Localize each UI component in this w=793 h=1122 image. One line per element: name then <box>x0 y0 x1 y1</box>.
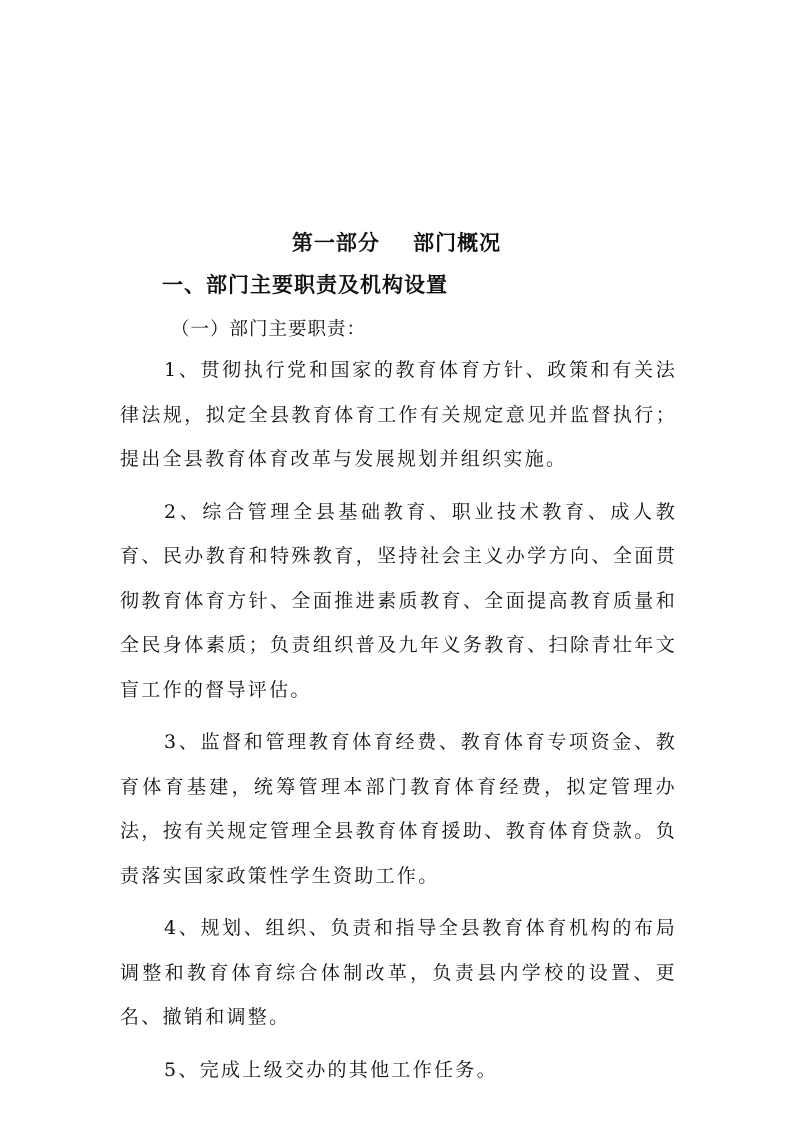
paragraph-3: 3、监督和管理教育体育经费、教育体育专项资金、教育体育基建，统筹管理本部门教育体育经费，拟定管理办法，按有关规定管理全县教育体育援助、教育体育贷款。负责落实国家政策性学生资助工作。 <box>120 731 677 887</box>
part-title: 第一部分 部门概况 <box>291 231 502 255</box>
sub-heading: （一）部门主要职责： <box>171 319 367 340</box>
paragraph-5: 5、完成上级交办的其他工作任务。 <box>164 1058 498 1081</box>
paragraph-1: 1、贯彻执行党和国家的教育体育方针、政策和有关法律法规，拟定全县教育体育工作有关规定意见并监督执行；提出全县教育体育改革与发展规划并组织实施。 <box>120 359 677 470</box>
paragraph-2: 2、综合管理全县基础教育、职业技术教育、成人教育、民办教育和特殊教育，坚持社会主义办学方向、全面贯彻教育体育方针、全面推进素质教育、全面提高教育质量和全民身体素质；负责组织普及九年义务教育、扫除青壮年文盲工作的督导评估。 <box>120 500 677 701</box>
section-heading: 一、部门主要职责及机构设置 <box>162 273 448 297</box>
body-text <box>120 348 677 1100</box>
paragraph-4: 4、规划、组织、负责和指导全县教育体育机构的布局调整和教育体育综合体制改革，负责县内学校的设置、更名、撤销和调整。 <box>120 917 677 1028</box>
